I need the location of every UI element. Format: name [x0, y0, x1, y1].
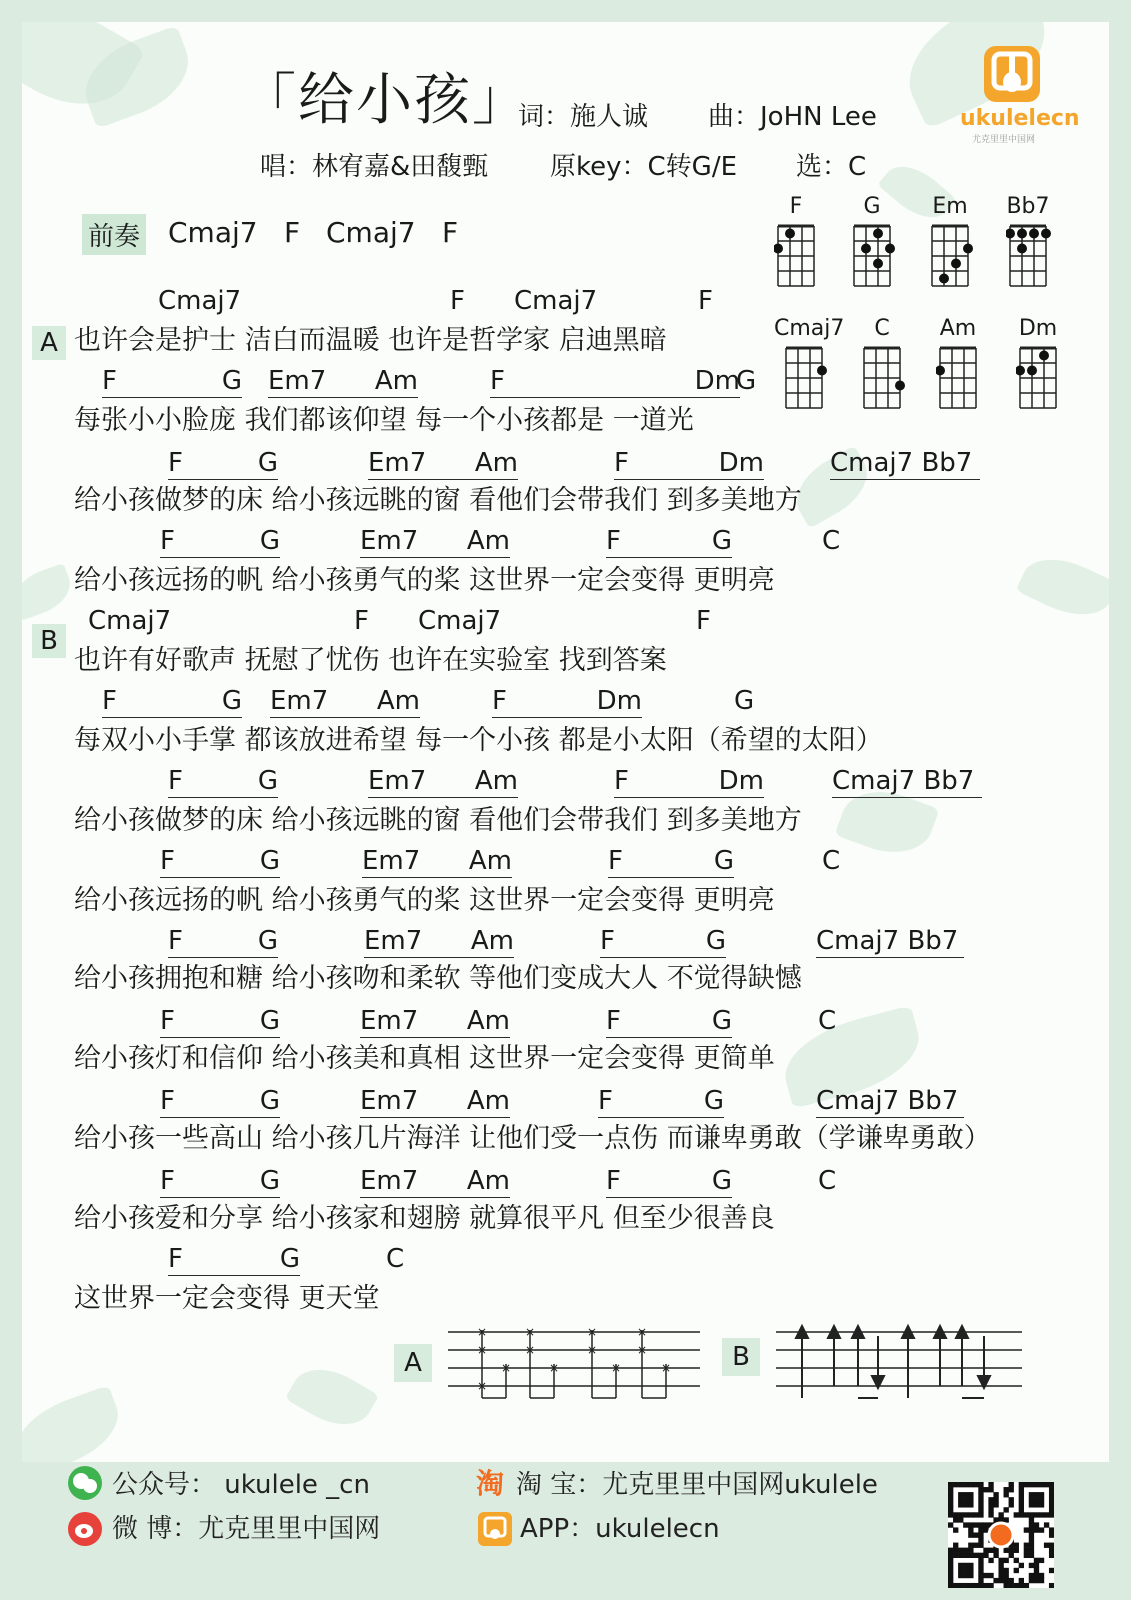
chord-label: F — [354, 606, 369, 636]
finger-dot — [873, 259, 883, 269]
chord-group — [360, 1166, 510, 1198]
svg-text:×: × — [586, 1325, 598, 1339]
chord-diagram — [860, 344, 906, 414]
finger-dot — [895, 381, 905, 391]
chord-diagram — [850, 222, 896, 292]
chord-group — [168, 1244, 300, 1276]
song-title: 「给小孩」 — [240, 68, 530, 133]
chord-group — [606, 1006, 732, 1038]
lyric-line: 给小孩爱和分享 给小孩家和翅膀 就算很平凡 但至少很善良 — [74, 1203, 775, 1234]
chord-label: Em7 — [364, 926, 423, 956]
qr-code — [948, 1482, 1054, 1588]
ukulele-logo-icon — [984, 46, 1040, 102]
lyric-line: 给小孩远扬的帆 给小孩勇气的桨 这世界一定会变得 更明亮 — [74, 565, 775, 596]
chord-label: G — [279, 1244, 300, 1274]
chord-label: Cmaj7 Bb7 — [816, 926, 964, 958]
svg-text:×: × — [476, 1343, 488, 1357]
lyric-line: 给小孩拥抱和糖 给小孩吻和柔软 等他们变成大人 不觉得缺憾 — [74, 963, 802, 994]
chord-label: G — [257, 766, 278, 796]
chord-group — [160, 526, 280, 558]
original-key: 原key：C转G/E — [550, 152, 738, 182]
chord-label: Em7 — [270, 686, 329, 716]
finger-dot — [885, 244, 895, 254]
chord-label: F — [490, 366, 505, 396]
finger-dot — [817, 366, 827, 376]
chord-label: G — [257, 448, 278, 478]
chord-group — [360, 1086, 510, 1118]
finger-dot — [936, 366, 945, 376]
lyric-line: 给小孩远扬的帆 给小孩勇气的桨 这世界一定会变得 更明亮 — [74, 885, 775, 916]
svg-text:×: × — [476, 1379, 488, 1393]
chord-label: F — [600, 926, 615, 956]
svg-text:×: × — [636, 1343, 648, 1357]
chord-group — [362, 846, 512, 878]
chord-label: G — [257, 926, 278, 956]
chord-group — [168, 926, 278, 958]
chord-label: F — [614, 766, 629, 796]
chord-diagram-label: Bb7 — [1006, 194, 1050, 219]
chord-label: F — [102, 686, 117, 716]
lyric-line: 给小孩一些高山 给小孩几片海洋 让他们受一点伤 而谦卑勇敢（学谦卑勇敢） — [74, 1123, 991, 1154]
chord-label: Cmaj7 Bb7 — [830, 448, 980, 480]
svg-text:×: × — [610, 1361, 622, 1375]
footer-wechat: 公众号： ukulele _cn — [112, 1470, 370, 1500]
chord-group — [160, 846, 280, 878]
finger-dot — [1006, 229, 1015, 239]
finger-dot — [785, 229, 795, 239]
chord-group — [364, 926, 514, 958]
lyric-line: 每张小小脸庞 我们都该仰望 每一个小孩都是 一道光 — [74, 405, 694, 436]
lyric-line: 给小孩灯和信仰 给小孩美和真相 这世界一定会变得 更简单 — [74, 1043, 775, 1074]
chord-label: Dm — [694, 366, 740, 396]
svg-text:×: × — [660, 1361, 672, 1375]
chord-group — [160, 1006, 280, 1038]
chord-group — [168, 448, 278, 480]
chord-label: Am — [466, 1086, 510, 1116]
intro-chord: F — [284, 216, 301, 249]
strum-pattern-a — [446, 1322, 702, 1402]
chord-group — [360, 1006, 510, 1038]
lyricist: 词：施人诚 — [518, 102, 649, 132]
chord-label: G — [713, 846, 734, 876]
brand-name: ukulelecn — [960, 106, 1080, 131]
chord-diagram-label: Dm — [1018, 316, 1058, 341]
chord-label: F — [160, 1006, 175, 1036]
chord-group — [270, 686, 420, 718]
singer: 唱：林宥嘉&田馥甄 — [260, 152, 489, 182]
finger-dot — [1017, 244, 1027, 254]
svg-text:×: × — [586, 1343, 598, 1357]
chord-diagram-label: Cmaj7 — [774, 316, 845, 341]
composer: 曲：JoHN Lee — [708, 102, 877, 132]
weibo-icon — [68, 1512, 102, 1546]
chord-label: Am — [466, 1006, 510, 1036]
finger-dot — [939, 274, 949, 284]
chord-label: G — [711, 526, 732, 556]
lyric-line: 给小孩做梦的床 给小孩远眺的窗 看他们会带我们 到多美地方 — [74, 485, 802, 516]
chord-label: G — [734, 686, 755, 716]
chord-label: Am — [466, 1166, 510, 1196]
lyric-line: 每双小小手掌 都该放进希望 每一个小孩 都是小太阳（希望的太阳） — [74, 725, 883, 756]
chord-label: F — [606, 1166, 621, 1196]
song-sheet — [22, 22, 1109, 1462]
intro-chord: Cmaj7 — [168, 216, 258, 249]
chord-group — [600, 926, 726, 958]
chord-diagram — [928, 222, 974, 292]
finger-dot — [873, 229, 883, 239]
chord-label: Em7 — [268, 366, 327, 396]
chord-label: F — [606, 526, 621, 556]
chord-label: Em7 — [362, 846, 421, 876]
chord-diagram-label: Am — [939, 316, 977, 341]
intro-chord: F — [442, 216, 459, 249]
chord-label: G — [259, 846, 280, 876]
chord-label: Cmaj7 — [88, 606, 172, 636]
chord-diagram-label: F — [789, 194, 803, 219]
chord-group — [492, 686, 642, 718]
chord-label: F — [696, 606, 711, 636]
chord-label: G — [221, 686, 242, 716]
chord-label: F — [698, 286, 713, 316]
chord-diagram — [1016, 344, 1062, 414]
section-b-label: B — [32, 624, 66, 658]
svg-text:×: × — [476, 1325, 488, 1339]
intro-chord: Cmaj7 — [326, 216, 416, 249]
chord-label: F — [160, 1086, 175, 1116]
chord-diagram — [782, 344, 828, 414]
chord-label: F — [168, 1244, 183, 1274]
chord-diagram-label: Em — [932, 194, 968, 219]
finger-dot — [963, 244, 973, 254]
lyric-line: 也许会是护士 洁白而温暖 也许是哲学家 启迪黑暗 — [74, 325, 667, 356]
svg-text:×: × — [636, 1325, 648, 1339]
chord-label: Am — [374, 366, 418, 396]
chord-group — [614, 448, 764, 480]
leaf-decoration — [285, 1355, 379, 1438]
chord-label: C — [822, 846, 841, 876]
chord-label: Cmaj7 — [514, 286, 598, 316]
svg-text:×: × — [524, 1325, 536, 1339]
chord-diagram — [936, 344, 982, 414]
chord-group — [490, 366, 740, 398]
chord-group — [368, 766, 518, 798]
chord-label: Cmaj7 Bb7 — [832, 766, 982, 798]
chord-label: Em7 — [360, 526, 419, 556]
chord-label: Am — [474, 766, 518, 796]
chord-label: F — [102, 366, 117, 396]
chord-label: Dm — [718, 448, 764, 478]
section-a-label: A — [32, 326, 66, 360]
chord-label: F — [160, 1166, 175, 1196]
footer-taobao: 淘 宝：尤克里里中国网ukulele — [516, 1470, 878, 1500]
finger-dot — [951, 259, 961, 269]
chord-label: G — [259, 1086, 280, 1116]
chord-label: F — [168, 448, 183, 478]
chord-label: Am — [376, 686, 420, 716]
chord-label: F — [168, 926, 183, 956]
finger-dot — [1016, 366, 1025, 376]
lyric-line: 给小孩做梦的床 给小孩远眺的窗 看他们会带我们 到多美地方 — [74, 805, 802, 836]
svg-text:×: × — [524, 1343, 536, 1357]
chord-label: Am — [468, 846, 512, 876]
chord-group — [368, 448, 518, 480]
chord-group — [608, 846, 734, 878]
brand-subtitle: 尤克里里中国网 — [972, 135, 1036, 145]
chord-diagram-label: G — [863, 194, 881, 219]
chord-label: C — [386, 1244, 405, 1274]
chord-label: C — [818, 1006, 837, 1036]
chord-label: G — [703, 1086, 724, 1116]
chord-diagram — [774, 222, 820, 292]
chord-label: C — [822, 526, 841, 556]
chord-label: F — [614, 448, 629, 478]
chord-diagram — [1006, 222, 1052, 292]
strum-b-label: B — [722, 1338, 760, 1376]
chord-label: F — [606, 1006, 621, 1036]
footer-app: APP：ukulelecn — [520, 1514, 720, 1544]
chord-group — [606, 526, 732, 558]
chosen-key: 选：C — [796, 152, 867, 182]
chord-label: Em7 — [360, 1166, 419, 1196]
chord-group — [614, 766, 764, 798]
chord-label: F — [160, 846, 175, 876]
chord-label: C — [818, 1166, 837, 1196]
chord-group — [102, 686, 242, 718]
chord-group — [160, 1166, 280, 1198]
finger-dot — [1029, 229, 1039, 239]
chord-group — [160, 1086, 280, 1118]
chord-label: Cmaj7 — [158, 286, 242, 316]
leaf-decoration — [22, 1385, 129, 1462]
chord-label: F — [168, 766, 183, 796]
chord-label: G — [259, 526, 280, 556]
app-icon — [478, 1512, 512, 1546]
chord-label: Em7 — [368, 448, 427, 478]
chord-label: G — [221, 366, 242, 396]
chord-label: G — [736, 366, 757, 396]
chord-label: F — [492, 686, 507, 716]
chord-label: Em7 — [360, 1006, 419, 1036]
chord-label: F — [598, 1086, 613, 1116]
leaf-decoration — [22, 563, 77, 621]
strum-pattern-b — [774, 1322, 1024, 1402]
lyric-line: 也许有好歌声 抚慰了忧伤 也许在实验室 找到答案 — [74, 645, 667, 676]
chord-label: Am — [470, 926, 514, 956]
strum-a-label: A — [394, 1344, 432, 1382]
chord-label: F — [160, 526, 175, 556]
finger-dot — [774, 244, 783, 254]
taobao-icon: 淘 — [476, 1467, 505, 1500]
intro-label: 前奏 — [82, 214, 146, 255]
chord-label: Cmaj7 Bb7 — [816, 1086, 964, 1118]
finger-dot — [1027, 366, 1037, 376]
chord-label: Em7 — [360, 1086, 419, 1116]
chord-group — [168, 766, 278, 798]
chord-label: F — [608, 846, 623, 876]
chord-label: G — [711, 1006, 732, 1036]
chord-label: G — [259, 1166, 280, 1196]
finger-dot — [1017, 229, 1027, 239]
chord-group — [102, 366, 242, 398]
svg-text:×: × — [500, 1361, 512, 1375]
chord-group — [606, 1166, 732, 1198]
chord-group — [268, 366, 418, 398]
chord-label: Dm — [718, 766, 764, 796]
chord-label: Cmaj7 — [418, 606, 502, 636]
footer-weibo: 微 博：尤克里里中国网 — [112, 1514, 381, 1544]
chord-label: Dm — [596, 686, 642, 716]
finger-dot — [861, 244, 871, 254]
finger-dot — [1041, 229, 1051, 239]
chord-label: Am — [466, 526, 510, 556]
chord-label: F — [450, 286, 465, 316]
chord-label: G — [259, 1006, 280, 1036]
chord-label: G — [705, 926, 726, 956]
wechat-icon — [68, 1466, 102, 1500]
chord-group — [598, 1086, 724, 1118]
leaf-decoration — [1016, 545, 1109, 628]
chord-label: Em7 — [368, 766, 427, 796]
svg-text:×: × — [548, 1361, 560, 1375]
chord-diagram-label: C — [874, 316, 890, 341]
chord-label: G — [711, 1166, 732, 1196]
chord-label: Am — [474, 448, 518, 478]
finger-dot — [1039, 351, 1049, 361]
lyric-line: 这世界一定会变得 更天堂 — [74, 1283, 380, 1314]
chord-group — [360, 526, 510, 558]
